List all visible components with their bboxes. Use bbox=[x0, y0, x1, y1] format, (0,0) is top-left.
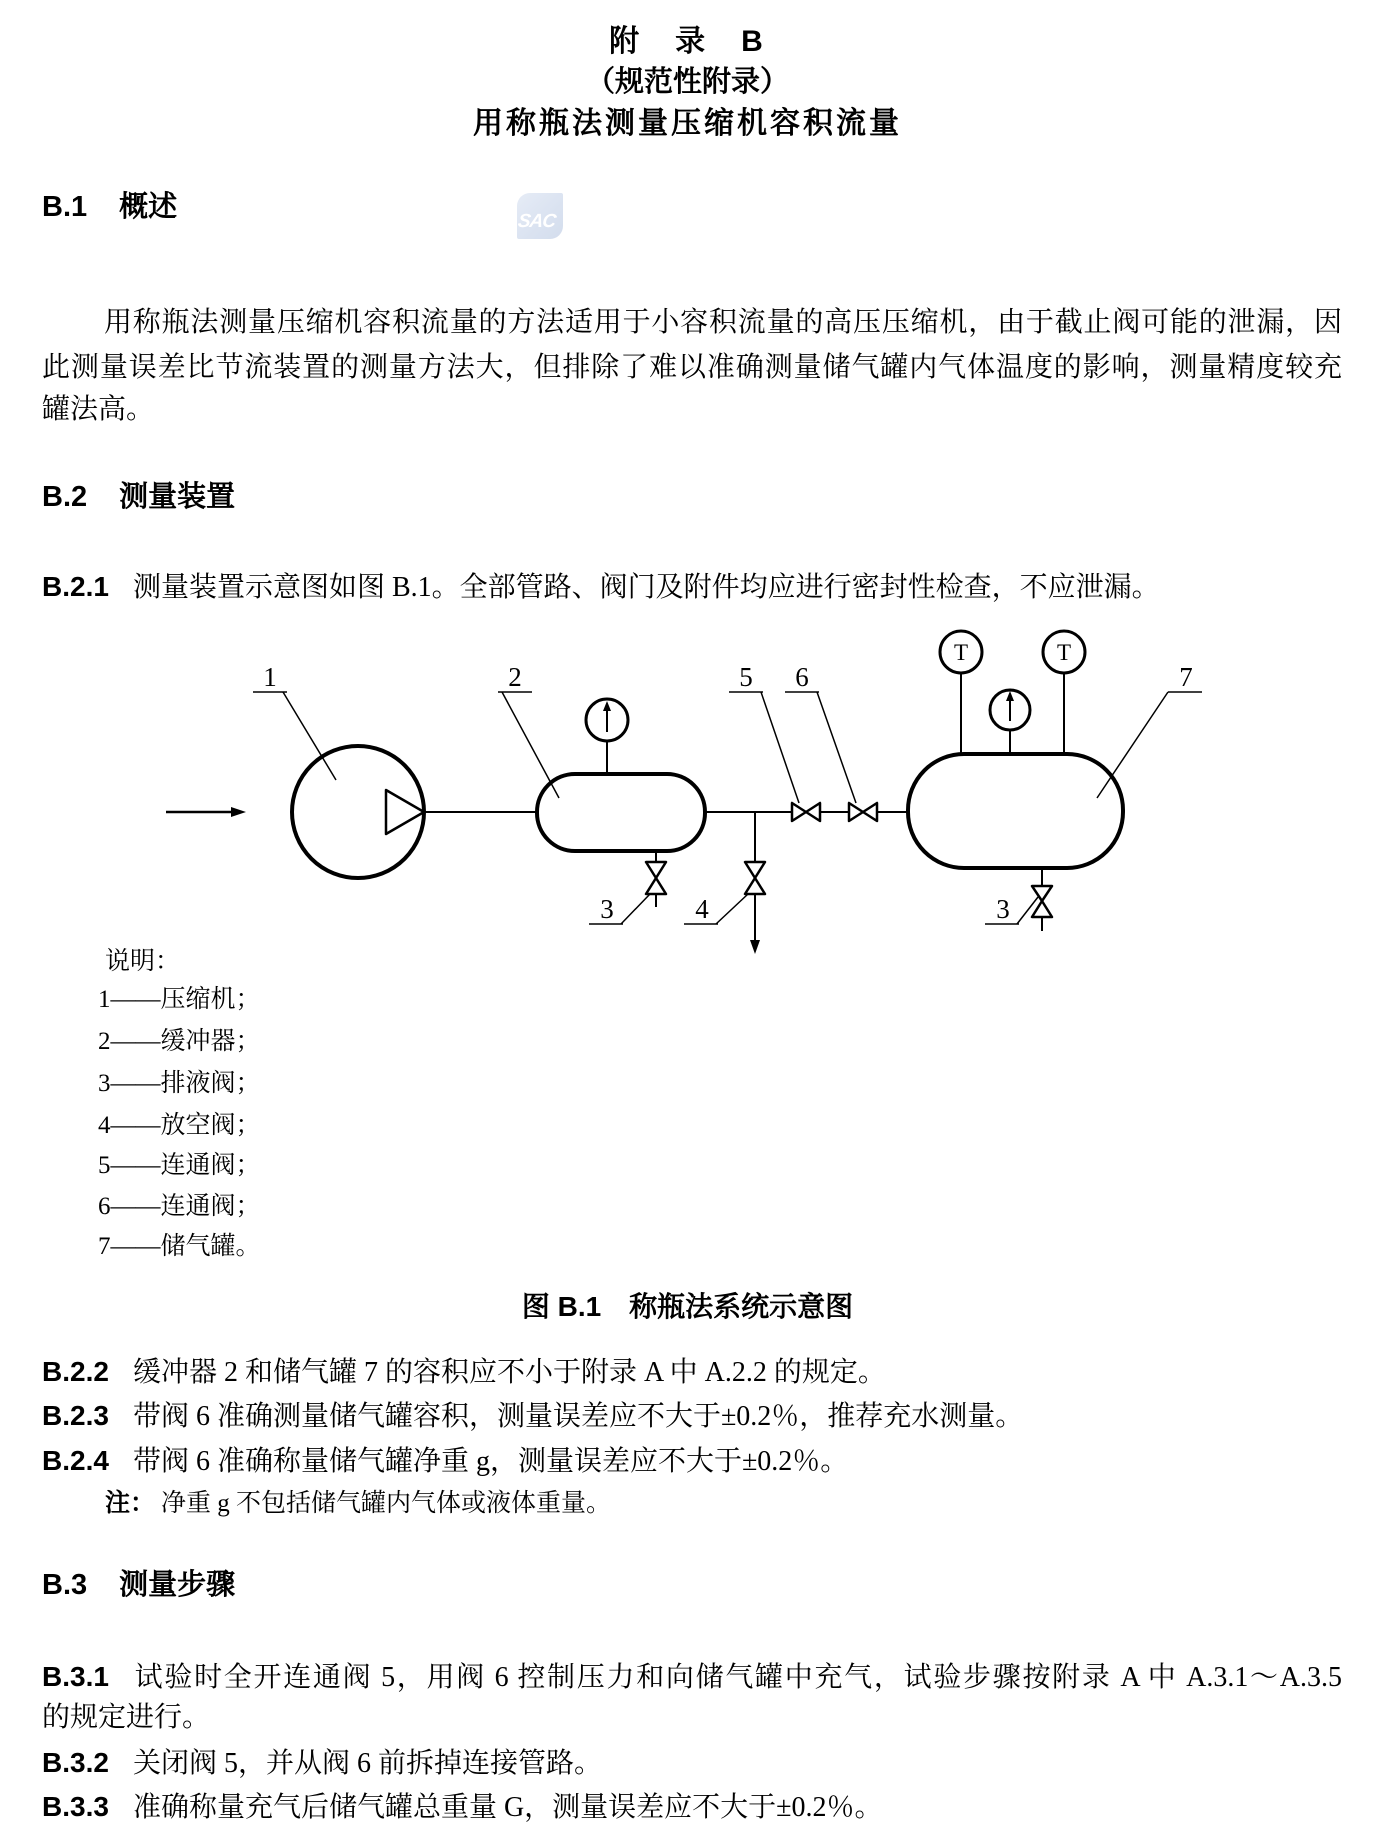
pressure-gauge-tank bbox=[990, 690, 1030, 754]
legend-item-3: 3——排液阀； bbox=[98, 1070, 261, 1097]
clause-b24 bbox=[42, 1441, 848, 1482]
clause-b31-line2: 的规定进行。 bbox=[42, 1702, 211, 1733]
clause-b21 bbox=[42, 567, 1160, 608]
b1-paragraph-line2: 此测量误差比节流装置的测量方法大，但排除了难以准确测量储气罐内气体温度的影响，测量精度较充 bbox=[42, 352, 1342, 383]
valve-5 bbox=[792, 803, 820, 821]
clause-b31-number: B.3.1 bbox=[42, 1661, 109, 1692]
section-b1-title: 概述 bbox=[119, 191, 178, 223]
callout-vent bbox=[684, 894, 748, 924]
note-text: 净重 g 不包括储气罐内气体或液体重量。 bbox=[161, 1490, 612, 1517]
sac-watermark-text: SAC bbox=[516, 211, 557, 232]
clause-b31-text1: 试验时全开连通阀 5，用阀 6 控制压力和向储气罐中充气，试验步骤按附录 A 中 A.3.1～A.3.5 bbox=[132, 1662, 1342, 1693]
callout-drain-tank bbox=[985, 894, 1038, 924]
appendix-type: （规范性附录） bbox=[585, 66, 789, 98]
label-drain-tank: 3 bbox=[996, 894, 1010, 924]
label-tank: 7 bbox=[1179, 662, 1193, 692]
section-b3-heading bbox=[42, 1565, 235, 1605]
clause-b33-number: B.3.3 bbox=[42, 1791, 109, 1822]
section-b1-heading bbox=[42, 187, 177, 227]
legend-item-7: 7——储气罐。 bbox=[98, 1233, 261, 1260]
section-b3-title: 测量步骤 bbox=[119, 1569, 236, 1601]
thermometer-1-letter: T bbox=[953, 640, 969, 665]
clause-b22-text: 缓冲器 2 和储气罐 7 的容积应不小于附录 A 中 A.2.2 的规定。 bbox=[132, 1357, 886, 1388]
inlet-flow-arrow bbox=[166, 807, 246, 817]
legend-item-1: 1——压缩机； bbox=[98, 986, 261, 1013]
callout-valve6 bbox=[785, 662, 856, 803]
buffer-vessel bbox=[537, 774, 705, 851]
label-valve6: 6 bbox=[795, 662, 809, 692]
thermometer-2-letter: T bbox=[1056, 640, 1072, 665]
clause-b33 bbox=[42, 1787, 883, 1828]
note-label: 注： bbox=[105, 1489, 156, 1517]
clause-b21-text: 测量装置示意图如图 B.1。全部管路、阀门及附件均应进行密封性检查，不应泄漏。 bbox=[132, 572, 1160, 603]
clause-b31-line1 bbox=[42, 1657, 1342, 1698]
label-drain-buffer: 3 bbox=[600, 894, 614, 924]
clause-b32-number: B.3.2 bbox=[42, 1747, 109, 1778]
callout-valve5 bbox=[729, 662, 799, 803]
drain-valve-buffer bbox=[646, 851, 666, 907]
label-valve5: 5 bbox=[739, 662, 753, 692]
appendix-label: 附 录 B bbox=[609, 25, 766, 58]
clause-b23-number: B.2.3 bbox=[42, 1400, 109, 1431]
clause-b32-text: 关闭阀 5，并从阀 6 前拆掉连接管路。 bbox=[132, 1748, 602, 1779]
drain-valve-tank bbox=[1032, 868, 1052, 931]
legend-item-5: 5——连通阀； bbox=[98, 1152, 261, 1179]
sac-watermark-logo bbox=[517, 193, 563, 239]
section-b2-title: 测量装置 bbox=[119, 481, 236, 513]
label-vent: 4 bbox=[695, 894, 709, 924]
b1-paragraph-line1: 用称瓶法测量压缩机容积流量的方法适用于小容积流量的高压压缩机，由于截止阀可能的泄漏，因 bbox=[104, 307, 1342, 338]
legend-item-4: 4——放空阀； bbox=[98, 1112, 261, 1139]
thermometer-2 bbox=[1043, 631, 1085, 754]
section-b1-number: B.1 bbox=[42, 191, 88, 223]
compressor-symbol bbox=[292, 746, 424, 878]
clause-b23 bbox=[42, 1396, 1023, 1437]
thermometer-1 bbox=[940, 631, 982, 754]
clause-b21-number: B.2.1 bbox=[42, 571, 109, 602]
legend-title: 说明： bbox=[105, 948, 181, 975]
clause-b24-text: 带阀 6 准确称量储气罐净重 g，测量误差应不大于±0.2％。 bbox=[132, 1446, 849, 1477]
vent-valve bbox=[745, 812, 765, 954]
callout-drain-buffer bbox=[589, 894, 650, 924]
clause-b24-note bbox=[105, 1486, 611, 1521]
section-b2-number: B.2 bbox=[42, 481, 88, 513]
section-b3-number: B.3 bbox=[42, 1569, 88, 1601]
clause-b23-text: 带阀 6 准确测量储气罐容积，测量误差应不大于±0.2％，推荐充水测量。 bbox=[132, 1401, 1024, 1432]
label-buffer: 2 bbox=[508, 662, 522, 692]
clause-b33-text: 准确称量充气后储气罐总重量 G，测量误差应不大于±0.2％。 bbox=[132, 1792, 883, 1823]
figure-b1-diagram bbox=[0, 620, 1375, 965]
section-b2-heading bbox=[42, 477, 235, 517]
clause-b22 bbox=[42, 1352, 886, 1393]
legend-item-2: 2——缓冲器； bbox=[98, 1028, 261, 1055]
valve-6 bbox=[849, 803, 877, 821]
vent-outlet-arrow bbox=[750, 940, 760, 954]
tank-vessel bbox=[908, 754, 1123, 868]
label-compressor: 1 bbox=[263, 662, 277, 692]
clause-b32 bbox=[42, 1743, 602, 1784]
figure-caption: 图 B.1 称瓶法系统示意图 bbox=[521, 1291, 854, 1322]
clause-b24-number: B.2.4 bbox=[42, 1445, 109, 1476]
callout-buffer bbox=[498, 662, 559, 798]
b1-paragraph-line3: 罐法高。 bbox=[42, 394, 155, 425]
appendix-title: 用称瓶法测量压缩机容积流量 bbox=[473, 107, 902, 140]
legend-item-6: 6——连通阀； bbox=[98, 1193, 261, 1220]
pressure-gauge-buffer bbox=[586, 699, 628, 774]
clause-b22-number: B.2.2 bbox=[42, 1356, 109, 1387]
